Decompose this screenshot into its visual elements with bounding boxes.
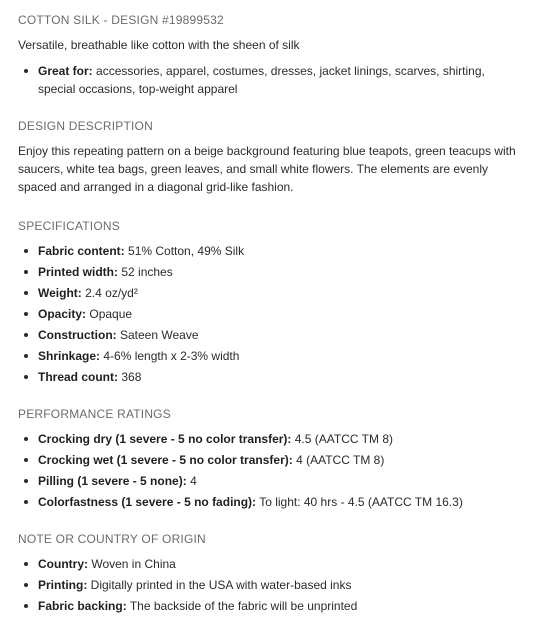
spec-value: 51% Cotton, 49% Silk bbox=[128, 244, 245, 258]
great-for-label: Great for: bbox=[38, 64, 93, 78]
performance-heading: PERFORMANCE RATINGS bbox=[18, 407, 171, 421]
performance-list bbox=[18, 430, 519, 511]
list-item bbox=[38, 347, 519, 365]
list-item bbox=[38, 368, 519, 386]
design-description-section bbox=[18, 118, 519, 196]
spec-label: Thread count: bbox=[38, 370, 118, 384]
list-item bbox=[38, 305, 519, 323]
origin-label: Fabric backing: bbox=[38, 599, 127, 613]
list-item bbox=[38, 284, 519, 302]
spec-label: Shrinkage: bbox=[38, 349, 101, 363]
great-for-list bbox=[18, 62, 519, 98]
design-description-text: Enjoy this repeating pattern on a beige background featuring blue teapots, green teacups with saucers, white tea bags, green leaves, and small white flowers. The elements are evenly spaced and arranged in a diagonal grid-like fashion. bbox=[18, 144, 516, 194]
spec-label: Weight: bbox=[38, 286, 82, 300]
origin-value: Digitally printed in the USA with water-based inks bbox=[90, 578, 352, 592]
specifications-section bbox=[18, 218, 519, 386]
rating-value: 4 bbox=[190, 474, 197, 488]
design-description-heading: DESIGN DESCRIPTION bbox=[18, 119, 153, 133]
list-item bbox=[38, 451, 519, 469]
spec-value: 368 bbox=[121, 370, 142, 384]
rating-value: 4.5 (AATCC TM 8) bbox=[294, 432, 393, 446]
origin-value: The backside of the fabric will be unprinted bbox=[129, 599, 358, 613]
specifications-list bbox=[18, 242, 519, 386]
spec-value: Sateen Weave bbox=[120, 328, 199, 342]
list-item bbox=[38, 242, 519, 260]
list-item bbox=[38, 263, 519, 281]
spec-value: 52 inches bbox=[121, 265, 173, 279]
list-item bbox=[38, 597, 519, 615]
spec-label: Construction: bbox=[38, 328, 117, 342]
product-tagline: Versatile, breathable like cotton with the sheen of silk bbox=[18, 38, 300, 52]
spec-value: Opaque bbox=[89, 307, 133, 321]
product-title: COTTON SILK - DESIGN #19899532 bbox=[18, 13, 224, 27]
spec-label: Fabric content: bbox=[38, 244, 125, 258]
spec-label: Printed width: bbox=[38, 265, 118, 279]
rating-label: Colorfastness (1 severe - 5 no fading): bbox=[38, 495, 257, 509]
origin-list bbox=[18, 555, 519, 615]
list-item bbox=[38, 326, 519, 344]
origin-heading: NOTE OR COUNTRY OF ORIGIN bbox=[18, 532, 206, 546]
spec-label: Opacity: bbox=[38, 307, 87, 321]
spec-value: 2.4 oz/yd² bbox=[85, 286, 138, 300]
list-item bbox=[38, 555, 519, 573]
rating-label: Crocking wet (1 severe - 5 no color transfer): bbox=[38, 453, 293, 467]
spec-value: 4-6% length x 2-3% width bbox=[103, 349, 240, 363]
origin-label: Printing: bbox=[38, 578, 88, 592]
origin-label: Country: bbox=[38, 557, 88, 571]
specifications-heading: SPECIFICATIONS bbox=[18, 219, 120, 233]
great-for-value: accessories, apparel, costumes, dresses, jacket linings, scarves, shirting, special occasions, top-weight apparel bbox=[38, 64, 485, 96]
performance-section bbox=[18, 406, 519, 511]
header-section bbox=[18, 12, 519, 98]
rating-label: Pilling (1 severe - 5 none): bbox=[38, 474, 187, 488]
list-item bbox=[38, 62, 519, 98]
origin-section bbox=[18, 531, 519, 615]
rating-value: To light: 40 hrs - 4.5 (AATCC TM 16.3) bbox=[259, 495, 463, 509]
list-item bbox=[38, 472, 519, 490]
rating-value: 4 (AATCC TM 8) bbox=[296, 453, 385, 467]
rating-label: Crocking dry (1 severe - 5 no color transfer): bbox=[38, 432, 292, 446]
list-item bbox=[38, 576, 519, 594]
list-item bbox=[38, 493, 519, 511]
list-item bbox=[38, 430, 519, 448]
origin-value: Woven in China bbox=[91, 557, 176, 571]
